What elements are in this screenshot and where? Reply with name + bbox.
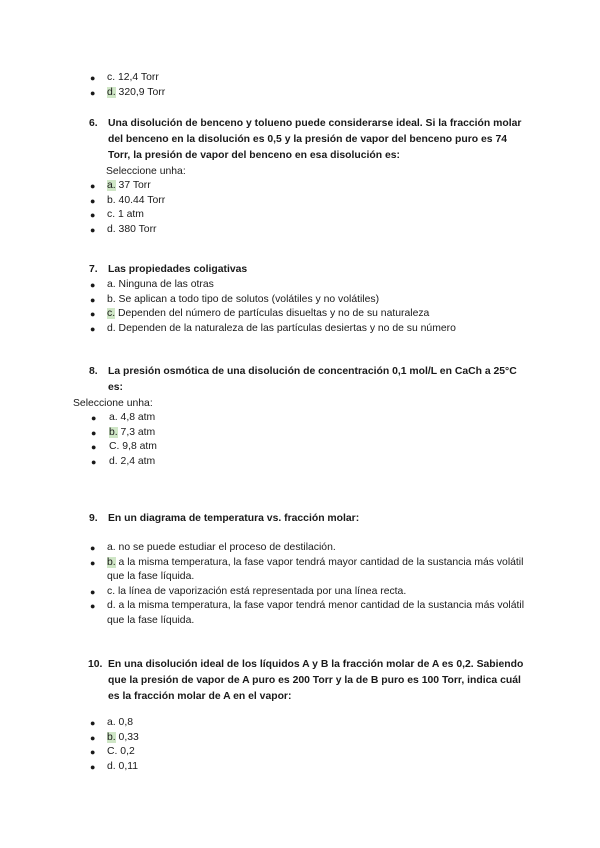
- bullet-icon: ●: [91, 413, 97, 423]
- q7-options: [0, 278, 600, 336]
- option-text: 2,4 atm: [117, 455, 156, 467]
- bullet-icon: ●: [90, 718, 96, 728]
- option-letter: C.: [107, 746, 118, 758]
- q10-option-d[interactable]: [0, 760, 600, 775]
- bullet-icon: ●: [90, 181, 96, 191]
- option-text: Dependen del número de partículas disueltas y no de su naturaleza: [115, 308, 430, 320]
- question-text: 7. Las propiedades coligativas: [0, 262, 528, 278]
- bullet-icon: ●: [91, 456, 97, 467]
- option-letter: b.: [107, 293, 116, 305]
- option-text: 0,2: [117, 746, 135, 758]
- option-text: Ninguna de las otras: [115, 279, 214, 290]
- option-letter: a.: [109, 412, 118, 423]
- option-text: Dependen de la naturaleza de las partículas desiertas y no de su número: [115, 322, 456, 334]
- q7-option-c[interactable]: [0, 307, 600, 322]
- bullet-icon: ●: [90, 323, 96, 334]
- option-text: 7,3 atm: [117, 426, 156, 438]
- q6-option-a[interactable]: [0, 179, 600, 194]
- option-text: 0,33: [115, 731, 139, 743]
- correct-answer-highlight: d.: [107, 86, 116, 98]
- bullet-icon: ●: [90, 280, 96, 290]
- bullet-icon: ●: [90, 761, 96, 772]
- q8-option-c[interactable]: [0, 440, 600, 455]
- option-letter: a.: [107, 717, 116, 728]
- q8-option-d[interactable]: [0, 455, 600, 470]
- question-8: [0, 364, 600, 469]
- q5-option-d: [0, 86, 600, 101]
- question-number: 7.: [89, 264, 98, 275]
- option-text: no se puede estudiar el proceso de destilación.: [115, 542, 336, 553]
- select-label: Seleccione unha:: [73, 398, 153, 409]
- bullet-icon: ●: [91, 442, 97, 453]
- option-letter: c.: [107, 209, 116, 221]
- q5-option-c: [0, 71, 600, 86]
- correct-answer-highlight: b.: [107, 556, 116, 568]
- bullet-icon: ●: [90, 543, 96, 553]
- question-9-options-block: [0, 541, 600, 629]
- option-text: 1 atm: [115, 209, 144, 221]
- question-10: [0, 657, 600, 705]
- q8-options: [0, 411, 600, 469]
- question-text: 6. Una disolución de benceno y tolueno puede considerarse ideal. Si la fracción molar del benceno en la disolución es 0,5 y la presión de vapor del benceno puro es 74 Torr, la presión de vapor del benceno en esa disolución es:: [89, 118, 522, 161]
- option-text: 12,4 Torr: [115, 72, 159, 83]
- q6-option-b[interactable]: [0, 194, 600, 209]
- q5-options: [0, 71, 600, 100]
- option-text: 9,8 atm: [119, 441, 157, 453]
- option-text: 37 Torr: [115, 180, 151, 191]
- q7-option-d[interactable]: [0, 322, 600, 337]
- option-letter: a.: [107, 542, 116, 553]
- option-letter: a.: [107, 279, 116, 290]
- question-number: 10.: [88, 659, 103, 670]
- bullet-icon: ●: [90, 294, 96, 305]
- q10-options: [0, 716, 600, 774]
- q8-option-a[interactable]: [0, 411, 600, 426]
- bullet-icon: ●: [90, 224, 96, 235]
- q10-option-b[interactable]: [0, 731, 600, 746]
- question-6: [0, 116, 600, 237]
- correct-answer-highlight: b.: [107, 731, 116, 743]
- q9-option-c[interactable]: [0, 585, 600, 600]
- q7-option-b[interactable]: [0, 293, 600, 308]
- question-text: 9. En un diagrama de temperatura vs. fracción molar:: [0, 511, 528, 527]
- q6-option-d[interactable]: [0, 223, 600, 238]
- question-5-tail: [0, 71, 600, 100]
- bullet-icon: ●: [90, 747, 96, 758]
- option-letter: d.: [107, 760, 116, 772]
- bullet-icon: ●: [90, 557, 96, 568]
- q8-option-b[interactable]: [0, 426, 600, 441]
- bullet-icon: ●: [90, 732, 96, 743]
- question-number: 8.: [89, 366, 98, 377]
- q6-options: [0, 179, 600, 237]
- q7-option-a[interactable]: [0, 278, 600, 293]
- option-text: a la misma temperatura, la fase vapor tendrá menor cantidad de la sustancia más volátil que la fase líquida.: [107, 600, 524, 626]
- option-letter: b.: [107, 194, 116, 206]
- option-text: la línea de vaporización está representada por una línea recta.: [115, 585, 407, 597]
- bullet-icon: ●: [90, 195, 96, 206]
- bullet-icon: ●: [90, 309, 96, 320]
- option-letter: C.: [109, 441, 120, 453]
- option-text: 320,9 Torr: [115, 86, 166, 98]
- question-7: [0, 262, 600, 336]
- option-letter: d.: [107, 600, 116, 612]
- question-9: [0, 511, 600, 527]
- option-text: a la misma temperatura, la fase vapor tendrá mayor cantidad de la sustancia más volátil que la fase líquida.: [107, 556, 524, 583]
- q9-options: [0, 541, 600, 629]
- q10-option-c[interactable]: [0, 745, 600, 760]
- q9-option-a[interactable]: [0, 541, 600, 556]
- bullet-icon: ●: [91, 427, 97, 438]
- correct-answer-highlight: a.: [107, 180, 116, 191]
- question-10-options-block: [0, 716, 600, 774]
- select-label: Seleccione unha:: [106, 166, 186, 177]
- bullet-icon: ●: [90, 601, 96, 612]
- question-text: 8. La presión osmótica de una disolución de concentración 0,1 mol/L en CaCh a 25°C es:: [89, 366, 517, 393]
- question-number: 6.: [89, 118, 98, 129]
- option-letter: d.: [109, 455, 118, 467]
- option-letter: c.: [107, 585, 116, 597]
- q9-option-d[interactable]: [0, 599, 527, 628]
- option-letter: d.: [107, 322, 116, 334]
- q9-option-b[interactable]: [0, 556, 527, 585]
- option-letter: d.: [107, 223, 116, 235]
- q10-option-a[interactable]: [0, 716, 600, 731]
- bullet-icon: ●: [90, 87, 96, 98]
- option-text: 0,8: [115, 717, 134, 728]
- question-number: 9.: [89, 513, 98, 524]
- option-text: 4,8 atm: [117, 412, 156, 423]
- correct-answer-highlight: c.: [107, 308, 116, 320]
- q6-option-c[interactable]: [0, 208, 600, 223]
- option-letter: c.: [107, 72, 116, 83]
- option-text: 0,11: [115, 760, 139, 772]
- option-text: 40.44 Torr: [115, 194, 166, 206]
- option-text: 380 Torr: [115, 223, 157, 235]
- question-text: 10. En una disolución ideal de los líquidos A y B la fracción molar de A es 0,2. Sabiendo que la presión de vapor de A puro es 200 Torr y la de B puro es 100 Torr, indica cuál es la fracción molar de A en el vapor:: [88, 659, 524, 702]
- option-text: Se aplican a todo tipo de solutos (volátiles y no volátiles): [115, 293, 380, 305]
- bullet-icon: ●: [90, 73, 96, 83]
- correct-answer-highlight: b.: [109, 426, 118, 438]
- bullet-icon: ●: [90, 586, 96, 597]
- bullet-icon: ●: [90, 210, 96, 221]
